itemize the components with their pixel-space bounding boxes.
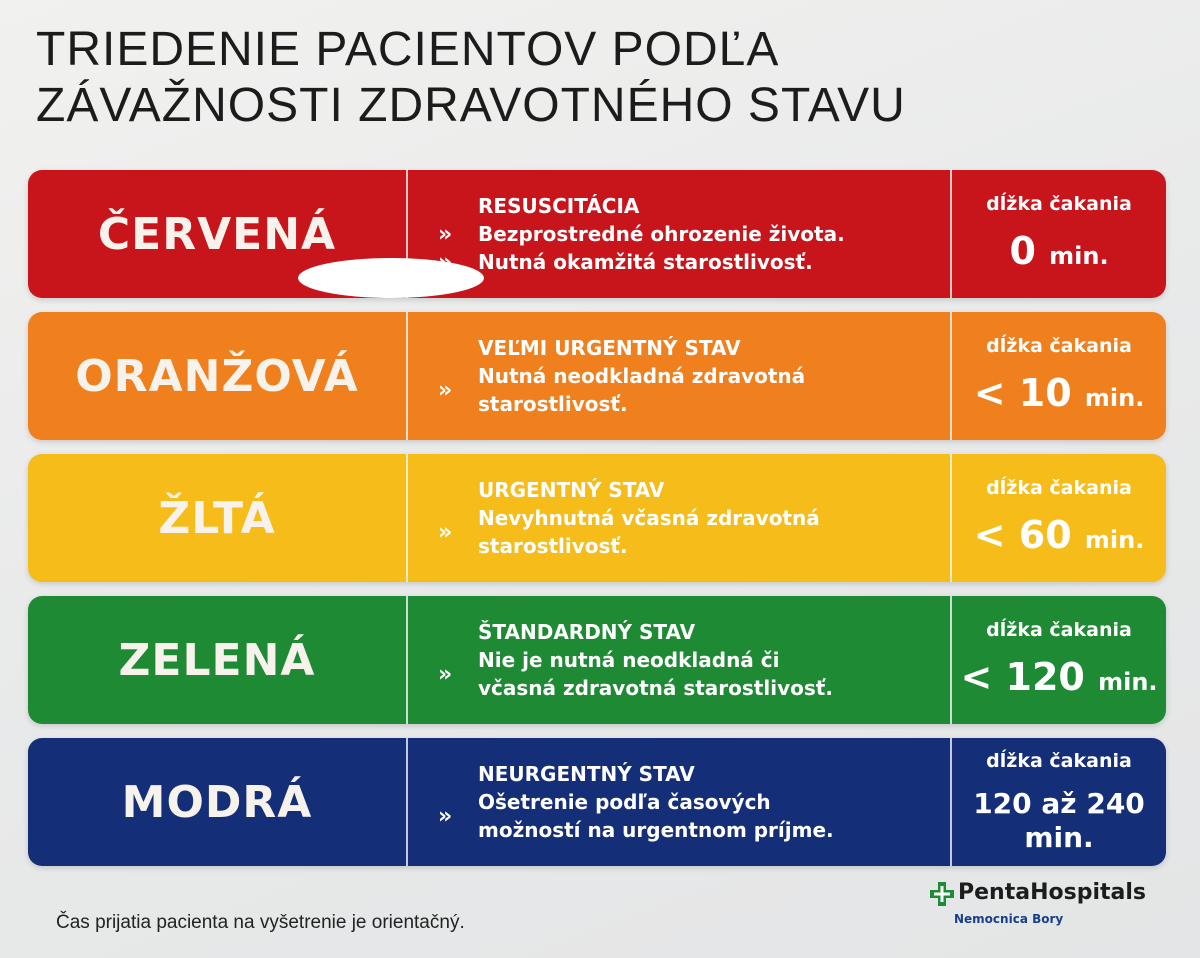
- logo-subtitle: Nemocnica Bory: [954, 912, 1064, 926]
- description-cell: [406, 454, 952, 582]
- wait-number: 120 až 240: [973, 787, 1145, 820]
- wait-cell: [952, 170, 1166, 298]
- page-title: [36, 22, 906, 134]
- level-cell: [28, 312, 406, 440]
- level-name: MODRÁ: [121, 776, 313, 828]
- level-cell: [28, 738, 406, 866]
- wait-unit: min.: [1024, 821, 1094, 854]
- row-line-2: starostlivosť.: [478, 392, 628, 416]
- wait-unit: min.: [1098, 667, 1158, 696]
- wait-label: dĺžka čakania: [986, 334, 1132, 357]
- description-cell: [406, 312, 952, 440]
- row-line-2: starostlivosť.: [478, 534, 628, 558]
- row-line-1: Nevyhnutná včasná zdravotná: [478, 506, 820, 530]
- penta-cross-icon: [928, 880, 956, 908]
- wait-unit: min.: [1084, 383, 1145, 412]
- wait-number: < 10: [973, 370, 1072, 415]
- redaction-blob: [298, 258, 484, 298]
- row-heading: URGENTNÝ STAV: [478, 478, 665, 502]
- chevron-icon: »: [438, 804, 453, 829]
- wait-value: [974, 514, 1145, 561]
- row-heading: NEURGENTNÝ STAV: [478, 762, 695, 786]
- wait-label: dĺžka čakania: [986, 618, 1132, 641]
- wait-value: [974, 372, 1145, 419]
- wait-label: dĺžka čakania: [986, 192, 1132, 215]
- wait-label: dĺžka čakania: [986, 476, 1132, 499]
- level-name: ČERVENÁ: [97, 208, 337, 260]
- wait-cell: [952, 596, 1166, 724]
- level-name: ŽLTÁ: [158, 492, 276, 544]
- wait-value: [960, 656, 1157, 703]
- logo-name: PentaHospitals: [958, 880, 1146, 905]
- row-line-2: včasná zdravotná starostlivosť.: [478, 676, 833, 700]
- triage-row-yellow: [28, 454, 1166, 582]
- wait-unit: min.: [1049, 241, 1109, 270]
- description-cell: [406, 738, 952, 866]
- row-heading: VEĽMI URGENTNÝ STAV: [478, 336, 741, 360]
- logo: [928, 876, 1168, 936]
- row-line-1: Bezprostredné ohrozenie života.: [478, 222, 845, 246]
- chevron-icon: »: [438, 520, 453, 545]
- row-line-2: možností na urgentnom príjme.: [478, 818, 834, 842]
- title-line-1: TRIEDENIE PACIENTOV PODĽA: [36, 23, 780, 76]
- wait-value: [973, 787, 1145, 855]
- wait-cell: [952, 454, 1166, 582]
- row-line-1: Nutná neodkladná zdravotná: [478, 364, 806, 388]
- level-name: ORANŽOVÁ: [75, 350, 359, 402]
- row-heading: ŠTANDARDNÝ STAV: [478, 620, 696, 644]
- triage-row-orange: [28, 312, 1166, 440]
- level-name: ZELENÁ: [118, 634, 316, 686]
- footer-note: Čas prijatia pacienta na vyšetrenie je orientačný.: [56, 912, 465, 933]
- triage-row-blue: [28, 738, 1166, 866]
- row-line-2: Nutná okamžitá starostlivosť.: [478, 250, 813, 274]
- row-heading: RESUSCITÁCIA: [478, 194, 640, 218]
- wait-label: dĺžka čakania: [986, 750, 1132, 772]
- level-cell: [28, 596, 406, 724]
- wait-cell: [952, 738, 1166, 866]
- description-cell: [406, 596, 952, 724]
- description-cell: [406, 170, 952, 298]
- triage-row-red: [28, 170, 1166, 298]
- wait-value: [1009, 230, 1108, 277]
- wait-number: 0: [1009, 228, 1036, 273]
- wait-unit: min.: [1084, 525, 1145, 554]
- wait-number: < 120: [960, 654, 1085, 699]
- wait-cell: [952, 312, 1166, 440]
- chevron-icon: »: [438, 662, 453, 687]
- triage-row-green: [28, 596, 1166, 724]
- chevron-icon: »: [438, 222, 453, 247]
- wait-number: < 60: [973, 512, 1072, 557]
- row-line-1: Nie je nutná neodkladná či: [478, 648, 780, 672]
- title-line-2: ZÁVAŽNOSTI ZDRAVOTNÉHO STAVU: [36, 79, 906, 132]
- row-line-1: Ošetrenie podľa časových: [478, 790, 771, 814]
- chevron-icon: »: [438, 378, 453, 403]
- level-cell: [28, 454, 406, 582]
